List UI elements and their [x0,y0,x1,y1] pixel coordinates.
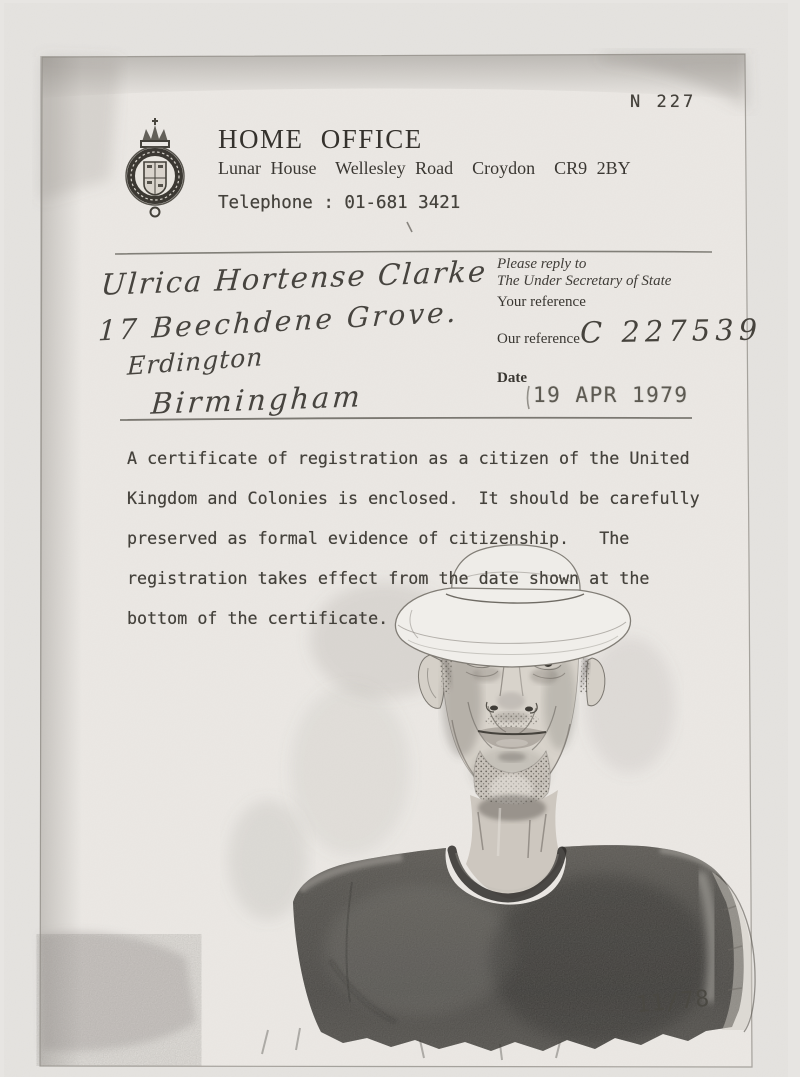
edition-number: 11/78 [635,985,712,1019]
reply-to-line2: The Under Secretary of State [497,273,672,289]
corner-number: N 227 [630,92,697,112]
letterhead-address: Lunar House Wellesley Road Croydon CR9 2BY [218,158,631,178]
our-reference-value: C 227539 [579,312,763,350]
reply-to-line1: Please reply to [497,256,587,272]
date-stamp: 19 APR 1979 [533,383,689,407]
recipient-city: Birmingham [149,379,365,421]
page-title: HOME OFFICE [218,124,423,154]
our-reference-label: Our reference [497,331,580,347]
body-line: preserved as formal evidence of citizenship. The [127,528,630,548]
recipient-district: Erdington [126,342,264,381]
recipient-street: 17 Beechdene Grove. [97,295,460,348]
body-line: bottom of the certificate. [127,608,389,628]
your-reference-label: Your reference [497,294,586,310]
body-line: Kingdom and Colonies is enclosed. It should be carefully [127,488,700,508]
recipient-name: Ulrica Hortense Clarke [99,254,489,302]
letterhead-telephone: Telephone : 01-681 3421 [218,193,461,213]
body-line: registration takes effect from the date shown at the [127,568,650,588]
date-label: Date [497,370,527,386]
body-line: A certificate of registration as a citizen of the United [127,448,690,468]
